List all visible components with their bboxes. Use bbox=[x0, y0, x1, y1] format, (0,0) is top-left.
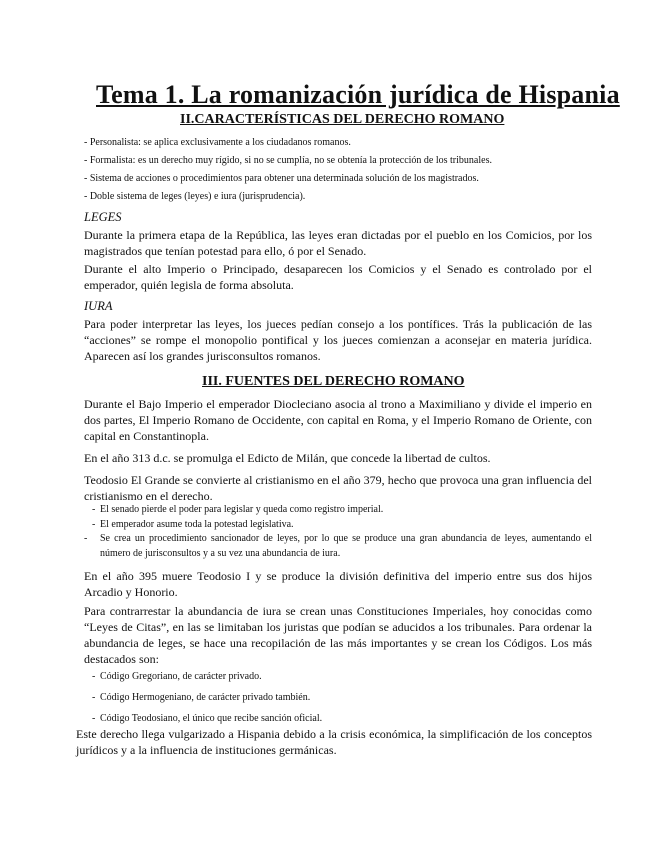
list-item: - Código Hermogeniano, de carácter privado también. bbox=[92, 692, 311, 703]
fuentes-middle bbox=[84, 568, 592, 667]
fuentes-paragraph-4: En el año 395 muere Teodosio I y se produce la división definitiva del imperio entre sus dos hijos Arcadio y Honorio. bbox=[84, 569, 592, 599]
iura-label: IURA bbox=[84, 299, 113, 313]
fuentes-intro bbox=[84, 396, 592, 504]
codigos-list bbox=[92, 666, 592, 729]
section-heading-fuentes: III. FUENTES DEL DERECHO ROMANO bbox=[202, 374, 465, 389]
list-item: - El emperador asume toda la potestad legislativa. bbox=[92, 518, 294, 530]
fuentes-paragraph-2: En el año 313 d.c. se promulga el Edicto de Milán, que concede la libertad de cultos. bbox=[84, 451, 491, 465]
list-item: - Código Gregoriano, de carácter privado. bbox=[92, 671, 262, 682]
fuentes-paragraph-3: Teodosio El Grande se convierte al cristianismo en el año 379, hecho que provoca una gran influencia del cristianismo en el derecho. bbox=[84, 473, 592, 503]
list-item: - Código Teodosiano, el único que recibe sanción oficial. bbox=[92, 713, 323, 724]
teodosio-consequences-list bbox=[84, 503, 592, 561]
leges-label: LEGES bbox=[84, 210, 122, 224]
fuentes-paragraph-6: Este derecho llega vulgarizado a Hispania debido a la crisis económica, la simplificación de los conceptos jurídicos y a la influencia de instituciones germánicas. bbox=[76, 727, 592, 757]
list-item: - El senado pierde el poder para legislar y queda como registro imperial. bbox=[92, 504, 384, 515]
section-heading-caracteristicas: II.CARACTERÍSTICAS DEL DERECHO ROMANO bbox=[180, 112, 505, 127]
bullet-item: - Sistema de acciones o procedimientos para obtener una determinada solución de los magistrados. bbox=[84, 173, 479, 184]
leges-paragraph-2: Durante el alto Imperio o Principado, desaparecen los Comicios y el Senado es controlado por el emperador, quién legisla de forma absoluta. bbox=[84, 262, 592, 292]
caracteristicas-bullets bbox=[84, 134, 592, 206]
bullet-item: - Personalista: se aplica exclusivamente a los ciudadanos romanos. bbox=[84, 137, 351, 148]
fuentes-paragraph-5: Para contrarrestar la abundancia de iura se crean unas Constituciones Imperiales, hoy conocidas como “Leyes de Citas”, en las se limitaban los juristas que podían se aducidos a los tribunales. Para ordenar la abundancia de leges, se hace una recopilación de las más importantes y se crean los Códigos. Los más destacados son: bbox=[84, 604, 592, 666]
iura-paragraph: Para poder interpretar las leyes, los jueces pedían consejo a los pontífices. Trás la publicación de las “acciones” se rompe el monopolio pontifical y los jueces comienzan a aconsejar en materia jurídica. Aparecen así los grandes jurisconsultos romanos. bbox=[84, 317, 592, 363]
bullet-item: - Doble sistema de leges (leyes) e iura (jurisprudencia). bbox=[84, 191, 306, 202]
document-title: Tema 1. La romanización jurídica de Hispania bbox=[96, 80, 620, 109]
bullet-item: - Formalista: es un derecho muy rígido, si no se cumplía, no se obtenía la protección de los tribunales. bbox=[84, 155, 492, 166]
list-item: - Se crea un procedimiento sancionador de leyes, por lo que se produce una gran abundancia de leyes, aumentando el número de jurisconsultos y a su vez una abundancia de iura. bbox=[84, 533, 592, 559]
fuentes-paragraph-1: Durante el Bajo Imperio el emperador Diocleciano asocia al trono a Maximiliano y divide el imperio en dos partes, El Imperio Romano de Occidente, con capital en Roma, y el Imperio Romano de Oriente, con capital en Constantinopla. bbox=[84, 397, 592, 443]
iura-section bbox=[84, 298, 592, 364]
leges-paragraph-1: Durante la primera etapa de la República, las leyes eran dictadas por el pueblo en los Comicios, por los magistrados que tenían potestad para ello, ó por el Senado. bbox=[84, 228, 592, 258]
fuentes-conclusion bbox=[76, 726, 592, 758]
leges-section bbox=[84, 209, 592, 293]
